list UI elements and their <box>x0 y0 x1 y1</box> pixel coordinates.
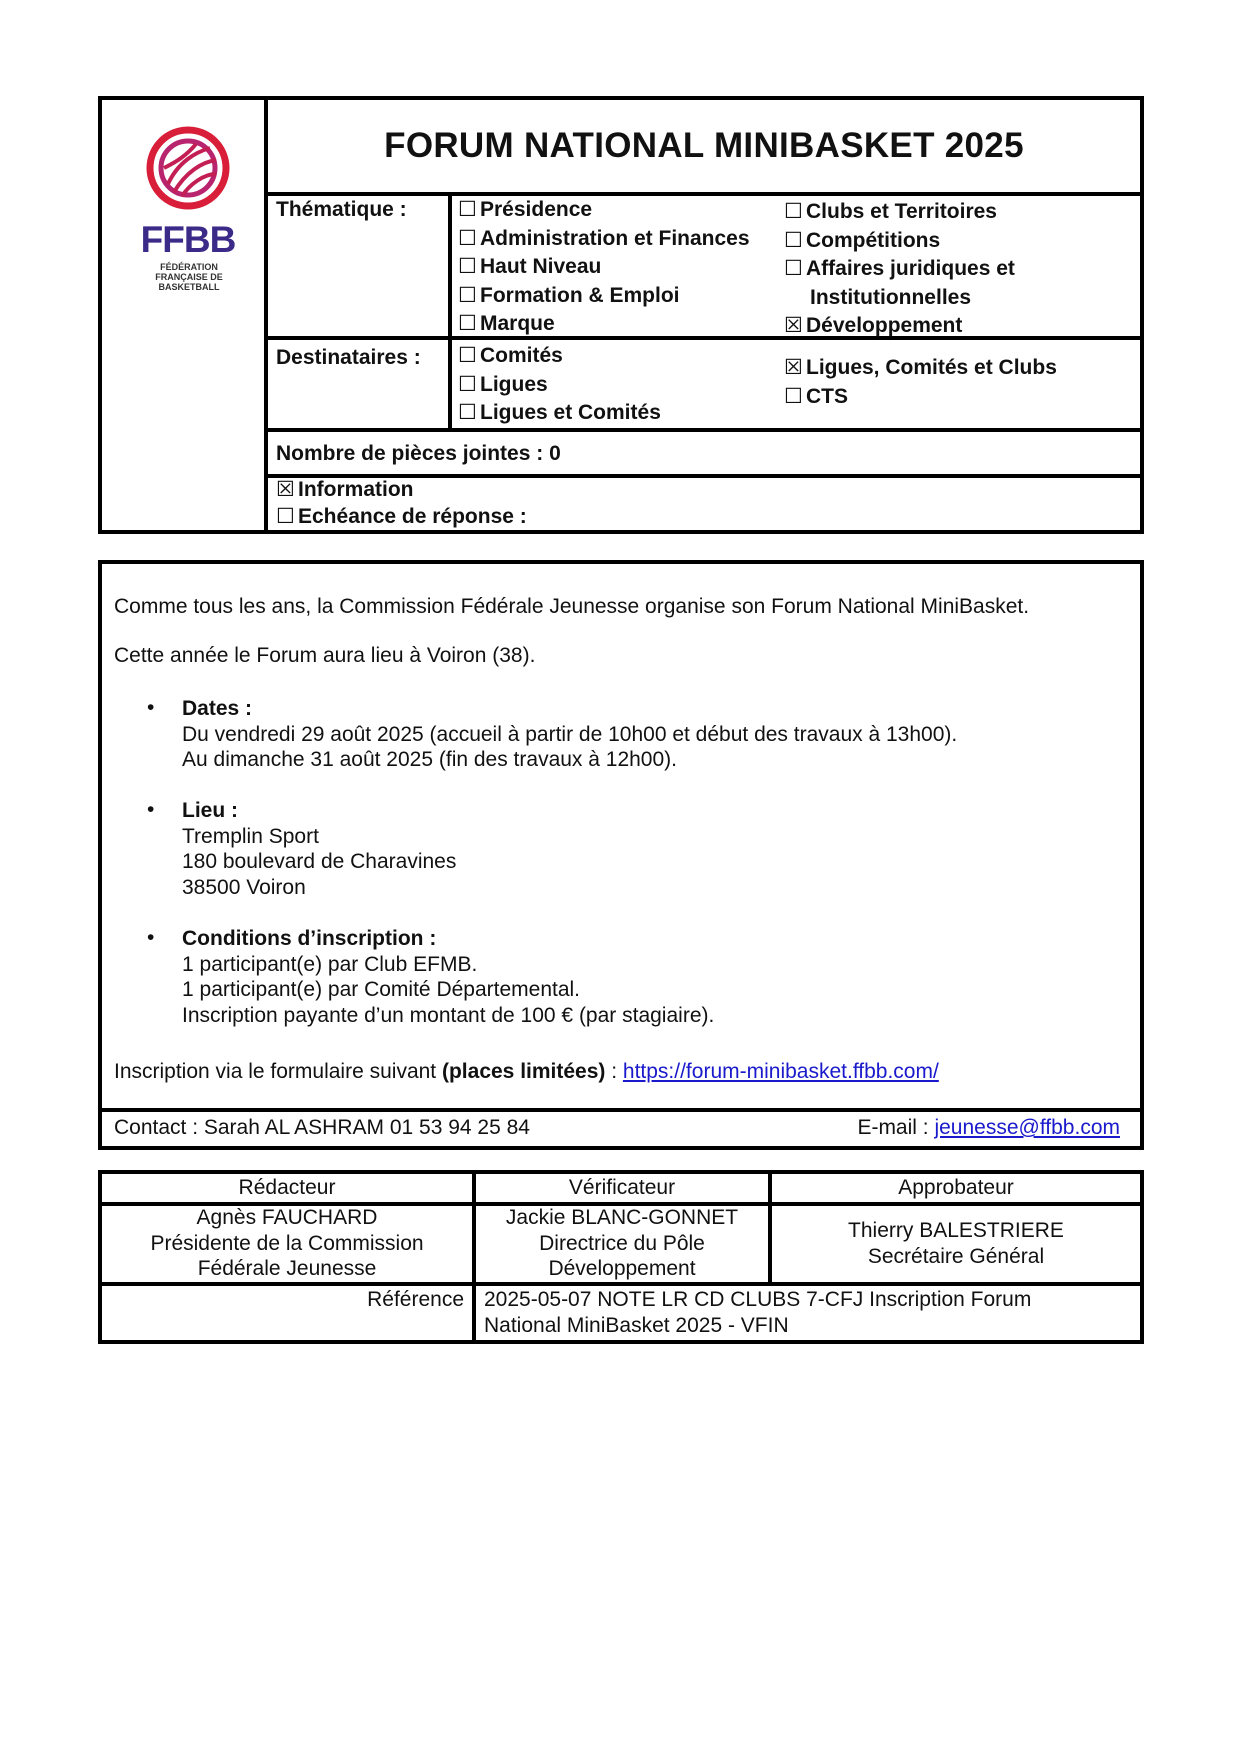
checkbox-cts[interactable]: ☐ CTS <box>784 384 848 408</box>
dates-line: Du vendredi 29 août 2025 (accueil à partir de 10h00 et début des travaux à 13h00). <box>182 722 958 746</box>
logo-column <box>102 100 268 530</box>
checkbox-competitions[interactable]: ☐ Compétitions <box>784 228 941 252</box>
checkbox-formation[interactable]: ☐ Formation & Emploi <box>458 283 680 307</box>
body-block <box>98 560 1144 1150</box>
lieu-line: Tremplin Sport <box>182 824 319 848</box>
lieu-line: 180 boulevard de Charavines <box>182 850 457 873</box>
lieu-line: 38500 Voiron <box>182 875 306 899</box>
checkbox-developpement[interactable]: ☒ Développement <box>784 314 963 337</box>
reference-value: 2025-05-07 NOTE LR CD CLUBS 7-CFJ Inscription Forum National MiniBasket 2025 - VFIN <box>484 1288 1032 1337</box>
pieces-jointes-label: Nombre de pièces jointes : 0 <box>276 442 561 465</box>
signature-table <box>98 1170 1144 1344</box>
logo-subtext: FÉDÉRATION FRANÇAISE DE BASKETBALL <box>155 262 223 292</box>
reference-label: Référence <box>367 1288 464 1311</box>
body-content <box>102 564 1140 1112</box>
conditions-title: Conditions d’inscription : <box>182 927 437 950</box>
checkbox-affaires-juridiques-cont: Institutionnelles <box>810 285 972 309</box>
dates-section <box>182 696 957 773</box>
thematique-label: Thématique : <box>276 198 407 221</box>
lieu-title: Lieu : <box>182 799 238 822</box>
thematique-col2 <box>784 198 1015 341</box>
lieu-intro-text: Cette année le Forum aura lieu à Voiron (38). <box>114 644 536 667</box>
checkbox-affaires-juridiques[interactable]: ☐ Affaires juridiques et <box>784 257 1015 280</box>
row-divider <box>448 192 452 336</box>
redacteur-header: Rédacteur <box>238 1176 336 1199</box>
contact-text: Contact : Sarah AL ASHRAM 01 53 94 25 84 <box>114 1116 530 1139</box>
header-block <box>98 96 1144 534</box>
checkbox-ligues-comites[interactable]: ☐ Ligues et Comités <box>458 401 661 424</box>
checkbox-information[interactable]: ☒ Information <box>276 478 414 501</box>
approbateur-cell: Thierry BALESTRIERE Secrétaire Général <box>848 1219 1064 1268</box>
checkbox-comites[interactable]: ☐ Comités <box>458 344 563 367</box>
checkbox-echeance[interactable]: ☐ Echéance de réponse : <box>276 505 527 528</box>
title-row <box>268 100 1140 196</box>
ffbb-logo <box>138 122 238 292</box>
destinataires-row <box>268 340 1140 432</box>
dates-line: Au dimanche 31 août 2025 (fin des travaux à 12h00). <box>182 748 677 771</box>
page-title: FORUM NATIONAL MINIBASKET 2025 <box>384 126 1024 165</box>
dates-title: Dates : <box>182 697 253 720</box>
inscription-text: Inscription via le formulaire suivant (places limitées) : https://forum-minibasket.ffbb.com/ <box>114 1060 939 1083</box>
conditions-line: Inscription payante d’un montant de 100 € (par stagiaire). <box>182 1003 715 1027</box>
checkbox-ligues-comites-clubs[interactable]: ☒ Ligues, Comités et Clubs <box>784 356 1057 379</box>
table-divider <box>102 1282 1140 1286</box>
email-line: E-mail : jeunesse@ffbb.com <box>857 1116 1120 1139</box>
email-link[interactable]: jeunesse@ffbb.com <box>934 1116 1120 1139</box>
checkbox-clubs-territoires[interactable]: ☐ Clubs et Territoires <box>784 200 997 223</box>
checkbox-marque[interactable]: ☐ Marque <box>458 312 555 335</box>
verificateur-header: Vérificateur <box>568 1176 676 1199</box>
destinataires-col1 <box>458 342 661 428</box>
thematique-row <box>268 192 1140 340</box>
bullet-icon: • <box>147 696 155 719</box>
inscription-link[interactable]: https://forum-minibasket.ffbb.com/ <box>622 1060 939 1083</box>
verificateur-cell: Jackie BLANC-GONNET Directrice du Pôle Développement <box>505 1206 739 1280</box>
checkbox-haut-niveau[interactable]: ☐ Haut Niveau <box>458 255 602 278</box>
redacteur-cell: Agnès FAUCHARD Présidente de la Commission Fédérale Jeunesse <box>150 1206 424 1280</box>
lieu-section <box>182 798 456 900</box>
intro-text: Comme tous les ans, la Commission Fédérale Jeunesse organise son Forum National MiniBasket. <box>114 595 1030 618</box>
thematique-col1 <box>458 196 750 339</box>
bullet-icon: • <box>147 798 155 821</box>
destinataires-col2 <box>784 354 1057 411</box>
checkbox-administration[interactable]: ☐ Administration et Finances <box>458 226 750 250</box>
checkbox-presidence[interactable]: ☐ Présidence <box>458 198 593 221</box>
row-divider <box>448 340 452 428</box>
information-row <box>268 478 1140 530</box>
approbateur-header: Approbateur <box>898 1176 1014 1199</box>
logo-text: FFBB <box>140 219 236 260</box>
checkbox-ligues[interactable]: ☐ Ligues <box>458 372 548 396</box>
basketball-icon <box>138 122 238 222</box>
pieces-jointes-row <box>268 432 1140 478</box>
conditions-section <box>182 926 714 1028</box>
destinataires-label: Destinataires : <box>276 346 421 369</box>
conditions-line: 1 participant(e) par Club EFMB. <box>182 952 478 976</box>
bullet-icon: • <box>147 926 155 949</box>
conditions-line: 1 participant(e) par Comité Départemental. <box>182 978 581 1001</box>
